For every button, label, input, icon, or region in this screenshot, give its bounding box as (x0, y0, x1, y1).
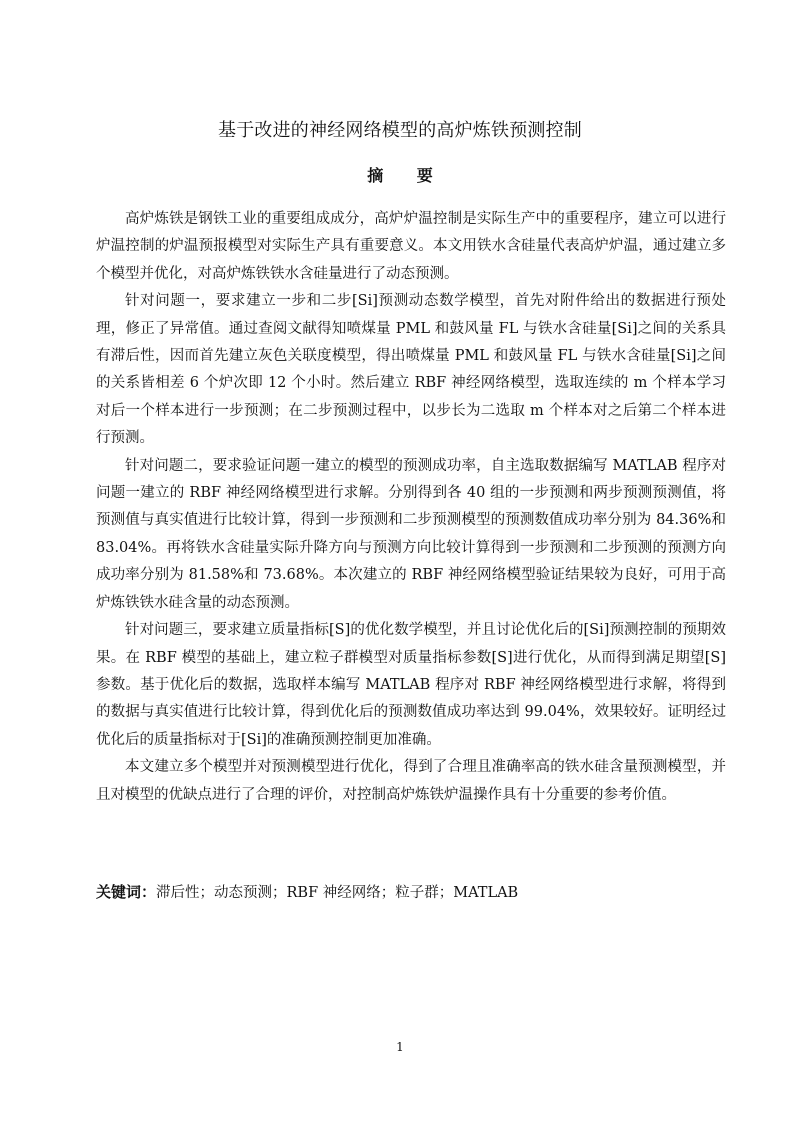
abstract-body (96, 206, 726, 809)
abstract-paragraph: 本文建立多个模型并对预测模型进行优化，得到了合理且准确率高的铁水硅含量预测模型，并且对模型的优缺点进行了合理的评价，对控制高炉炼铁炉温操作具有十分重要的参考价值。 (96, 759, 726, 803)
keywords-line (96, 880, 726, 905)
abstract-paragraph: 针对问题二，要求验证问题一建立的模型的预测成功率，自主选取数据编写 MATLAB 程序对问题一建立的 RBF 神经网络模型进行求解。分别得到各 40 组的一步预测和两步预测预测值，将预测值与真实值进行比较计算，得到一步预测和二步预测模型的预测数值成功率分别为 84.36%和 83.04%。再将铁水含硅量实际升降方向与预测方向比较计算得到一步预测和二步预测的预测方向成功率分别为 81.58%和 73.68%。本次建立的 RBF 神经网络模型验证结果较为良好，可用于高炉炼铁铁水硅含量的动态预测。 (96, 457, 726, 611)
keywords-label: 关键词： (96, 883, 157, 901)
abstract-paragraph: 针对问题一，要求建立一步和二步[Si]预测动态数学模型，首先对附件给出的数据进行预处理，修正了异常值。通过查阅文献得知喷煤量 PML 和鼓风量 FL 与铁水含硅量[Si]之间的关系具有滞后性，因而首先建立灰色关联度模型，得出喷煤量 PML 和鼓风量 FL 与铁水含硅量[Si]之间的关系皆相差 6 个炉次即 12 个小时。然后建立 RBF 神经网络模型，选取连续的 m 个样本学习对后一个样本进行一步预测；在二步预测过程中，以步长为二选取 m 个样本对之后第二个样本进行预测。 (96, 293, 726, 447)
page-number: 1 (396, 1040, 404, 1054)
abstract-heading: 摘 要 (367, 166, 447, 185)
paper-title: 基于改进的神经网络模型的高炉炼铁预测控制 (218, 120, 582, 141)
abstract-paragraph: 针对问题三，要求建立质量指标[S]的优化数学模型，并且讨论优化后的[Si]预测控制的预期效果。在 RBF 模型的基础上，建立粒子群模型对质量指标参数[S]进行优化，从而得到满足期望[S]参数。基于优化后的数据，选取样本编写 MATLAB 程序对 RBF 神经网络模型进行求解，将得到的数据与真实值进行比较计算，得到优化后的预测数值成功率达到 99.04%，效果较好。证明经过优化后的质量指标对于[Si]的准确预测控制更加准确。 (96, 622, 726, 748)
abstract-paragraph: 高炉炼铁是钢铁工业的重要组成成分，高炉炉温控制是实际生产中的重要程序，建立可以进行炉温控制的炉温预报模型对实际生产具有重要意义。本文用铁水含硅量代表高炉炉温，通过建立多个模型并优化，对高炉炼铁铁水含硅量进行了动态预测。 (96, 211, 726, 282)
keywords-list: 滞后性；动态预测；RBF 神经网络；粒子群；MATLAB (156, 885, 519, 901)
